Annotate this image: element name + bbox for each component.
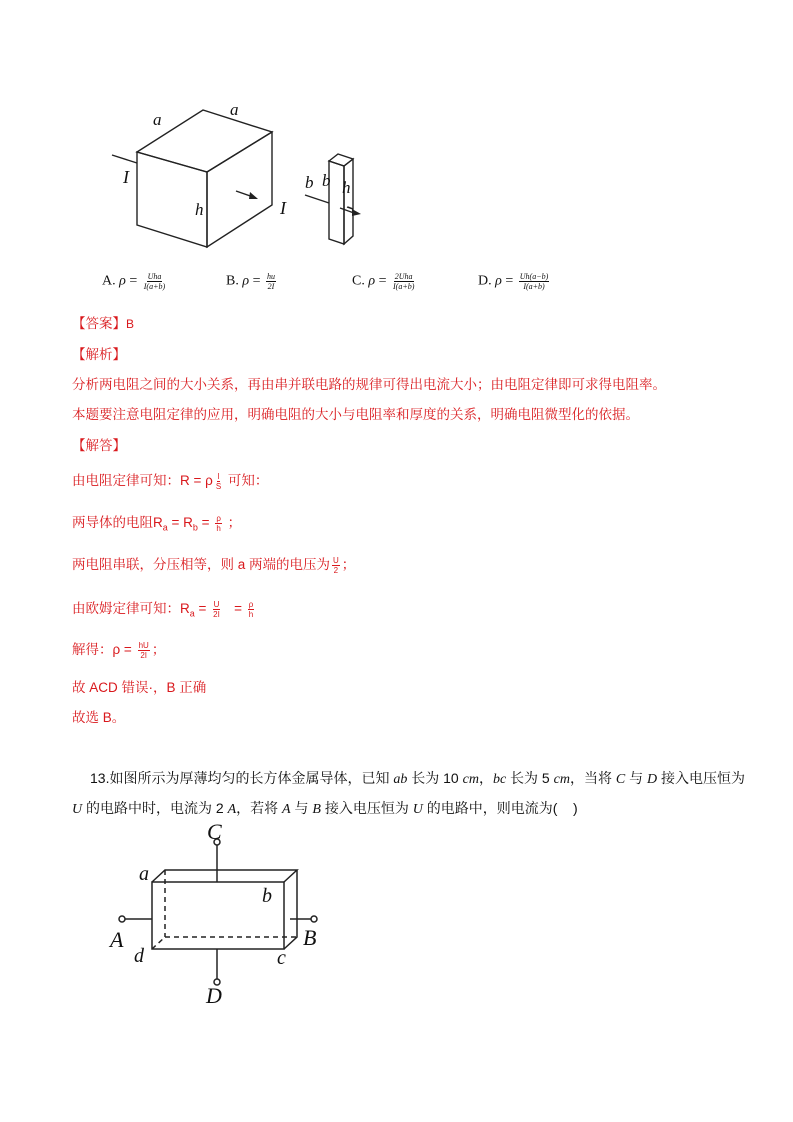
sol1-num: l [217,471,220,481]
option-d-den: I(a+b) [523,282,545,291]
sol2-sub2: b [192,522,198,533]
q13-B: B [312,802,321,817]
q13-l1-p4: 长为 5 [506,770,554,786]
q13-A-unit: A [227,802,237,817]
sol4-den1: 2I [213,609,220,619]
sol1-fraction [215,472,222,491]
sol5-pre: 解得：ρ = [72,642,136,657]
small-bar-front [329,161,344,244]
option-b-den: 2I [267,282,275,291]
option-c-fraction [392,272,415,291]
q13-cm2: cm [553,772,570,787]
q13-D: D [646,772,658,787]
q13-A: A [282,802,291,817]
sol3-post: ； [341,557,356,572]
option-b-letter: B. [226,273,239,289]
sol4-num2: ρ [248,599,254,609]
arrow-head-mid [249,192,258,199]
q13-l1-p2: 长为 10 [407,770,463,786]
option-b-num: hu [266,272,275,281]
analysis-line-2: 本题要注意电阻定律的应用，明确电阻的大小与电阻率和厚度的关系，明确电阻微型化的依据。 [72,407,639,422]
sol3-num: U [333,555,339,565]
sol4-pre: 由欧姆定律可知：R [72,601,190,616]
option-a-den: I(a+b) [143,282,166,291]
q13-l2-p3: 与 [290,800,313,816]
sol4-sub: a [189,608,195,619]
sol4-fraction-1 [212,600,221,619]
analysis-line-1: 分析两电阻之间的大小关系，再由串并联电路的规律可得出电流大小；由电阻定律即可求得电阻率。 [72,377,666,392]
sol1-den: S [215,481,222,491]
fig1-label-I-right: I [280,198,286,218]
solution-line-1 [72,469,268,491]
option-d-rho: ρ [495,273,502,289]
option-a-eq: = [129,273,138,289]
fig1-label-a-left: a [153,110,162,129]
sol4-fraction-2 [248,600,255,619]
question-13-line-1 [90,764,745,794]
fig1-label-b1: b [305,173,314,192]
q13-C: C [615,772,626,787]
sol2-post: ； [223,515,242,530]
q13-l2-p5: 的电路中，则电流为( ) [422,800,578,816]
q13-l1-p1: 13.如图所示为厚薄均匀的长方体金属导体，已知 [90,770,394,786]
fig2-label-b: b [262,885,272,907]
sol2-sub1: a [162,522,168,533]
fig2-label-d: d [134,945,144,967]
sol4-den2: h [248,609,254,619]
q13-ab: ab [393,772,408,787]
answer-line [72,312,134,332]
solution-line-3 [72,553,355,575]
box-top [152,870,297,882]
option-b-fraction [266,272,276,291]
option-d-eq: = [505,273,514,289]
sol4-num1: U [213,599,220,609]
q13-bc: bc [492,772,507,787]
q13-l2-p4: 接入电压恒为 [320,800,413,816]
fig2-label-C: C [207,819,222,844]
fig1-label-h-left: h [195,200,204,219]
small-bar-side [344,159,353,244]
sol3-fraction [332,556,340,575]
fig2-label-D: D [206,983,222,1008]
q13-l1-p7: 接入电压恒为 [657,770,745,786]
option-d-num: Uh(a−b) [519,272,549,281]
fig1-label-a-right: a [230,100,239,119]
option-a-num: Uha [147,272,162,281]
sol2-pre: 两导体的电阻R [72,515,163,530]
sol5-post: ； [151,642,166,657]
q13-U1: U [72,802,83,817]
analysis-label: 【解析】 [72,347,126,362]
option-c-num: 2Uha [394,272,413,281]
q13-l1-p5: ，当将 [569,770,616,786]
option-d-fraction [519,272,550,291]
figure-2 [105,819,335,1010]
solution-label: 【解答】 [72,438,126,453]
q13-l2-p2: ，若将 [236,800,283,816]
solution-line-4 [72,597,256,619]
q13-l1-p6: 与 [625,770,647,786]
answer-label: 【答案】 [72,316,126,331]
sol2-mid: = R [167,515,193,530]
fig2-label-A: A [110,927,124,952]
option-b [226,272,278,291]
sol5-den: 2I [140,650,148,660]
fig2-label-B: B [303,925,317,950]
question-13-line-2 [72,794,578,824]
answer-value: B [126,317,135,331]
sol4-eq: = [194,601,211,616]
fig1-label-I-left: I [123,167,129,187]
solution-line-2 [72,511,241,533]
option-c-den: I(a+b) [392,282,415,291]
option-d [478,272,551,291]
q13-l2-p1: 的电路中时，电流为 2 [82,800,228,816]
sol3-pre: 两电阻串联，分压相等，则 a 两端的电压为 [72,557,331,572]
option-b-eq: = [252,273,261,289]
option-c-letter: C. [352,273,365,289]
q13-cm1: cm [462,772,479,787]
figure-1 [100,95,370,260]
option-a-fraction [143,272,166,291]
sol2-num: ρ [216,513,221,523]
option-a-letter: A. [102,273,116,289]
fig2-label-c: c [277,947,286,969]
sol4-eq2: = [222,601,246,616]
sol3-den: 2 [333,565,339,575]
sol1-pre: 由电阻定律可知：R = ρ [72,473,213,488]
option-c-eq: = [378,273,387,289]
option-a [102,272,168,291]
option-a-rho: ρ [119,273,126,289]
option-d-letter: D. [478,273,492,289]
sol2-eq: = [197,515,214,530]
fig2-label-a: a [139,863,149,885]
option-c-rho: ρ [368,273,376,289]
q13-U2: U [412,802,423,817]
arrow-head-right [352,209,361,216]
solution-line-6: 故 ACD 错误·，B 正确 [72,680,207,695]
sol1-post: 可知： [224,473,269,488]
solution-line-7: 故选 B。 [72,710,126,725]
fig1-label-h-right: h [342,178,351,197]
solution-line-5 [72,638,165,660]
big-cube-side [207,132,272,247]
q13-l1-p3: ， [478,770,493,786]
sol5-num: hU [138,640,149,650]
small-bar-top [329,154,353,166]
option-b-rho: ρ [242,273,250,289]
option-c [352,272,417,291]
fig1-label-b2: b [322,171,331,190]
sol2-fraction [215,514,222,533]
sol5-fraction [138,641,150,660]
sol2-den: h [216,523,221,533]
